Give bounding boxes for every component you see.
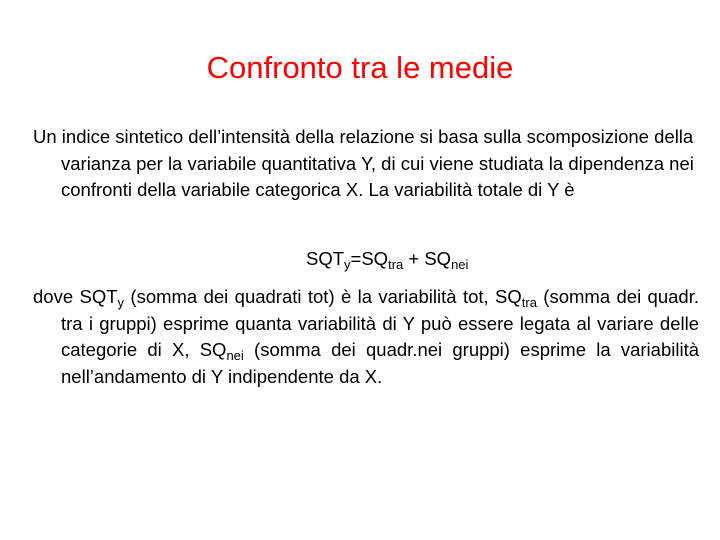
explanation-subscript-nei: nei: [226, 348, 244, 363]
intro-paragraph: Un indice sintetico dell’intensità della relazione si basa sulla scomposizione della varianza per la variabile quantitativa Y, di cui viene studiata la dipendenza nei confronti della variabile categorica X. La variabilità totale di Y è: [33, 126, 694, 200]
explanation-text-4: (somma dei quadr.nei gruppi) esprime la variabilità nell’andamento di Y indipendente da X.: [61, 339, 700, 387]
formula-plus: + SQ: [403, 248, 452, 269]
explanation-text-2: (somma dei quadrati tot) è la variabilità tot, SQ: [124, 286, 522, 307]
formula-equals: =SQ: [350, 248, 389, 269]
formula-subscript-nei: nei: [451, 257, 469, 272]
explanation-text-1: dove SQT: [33, 286, 118, 307]
explanation-subscript-y: y: [117, 295, 125, 310]
explanation-text-3: (somma dei quadr. tra i gruppi) esprime quanta variabilità di Y può essere legata al variare delle categorie di X, SQ: [61, 286, 699, 360]
variance-decomposition-formula: [306, 246, 468, 272]
explanation-paragraph: [33, 284, 699, 390]
formula-subscript-y: y: [344, 257, 351, 272]
explanation-subscript-tra: tra: [521, 295, 537, 310]
slide-title: Confronto tra le medie: [206, 50, 514, 85]
formula-term-sqt: SQT: [306, 248, 345, 269]
formula-subscript-tra: tra: [388, 257, 404, 272]
